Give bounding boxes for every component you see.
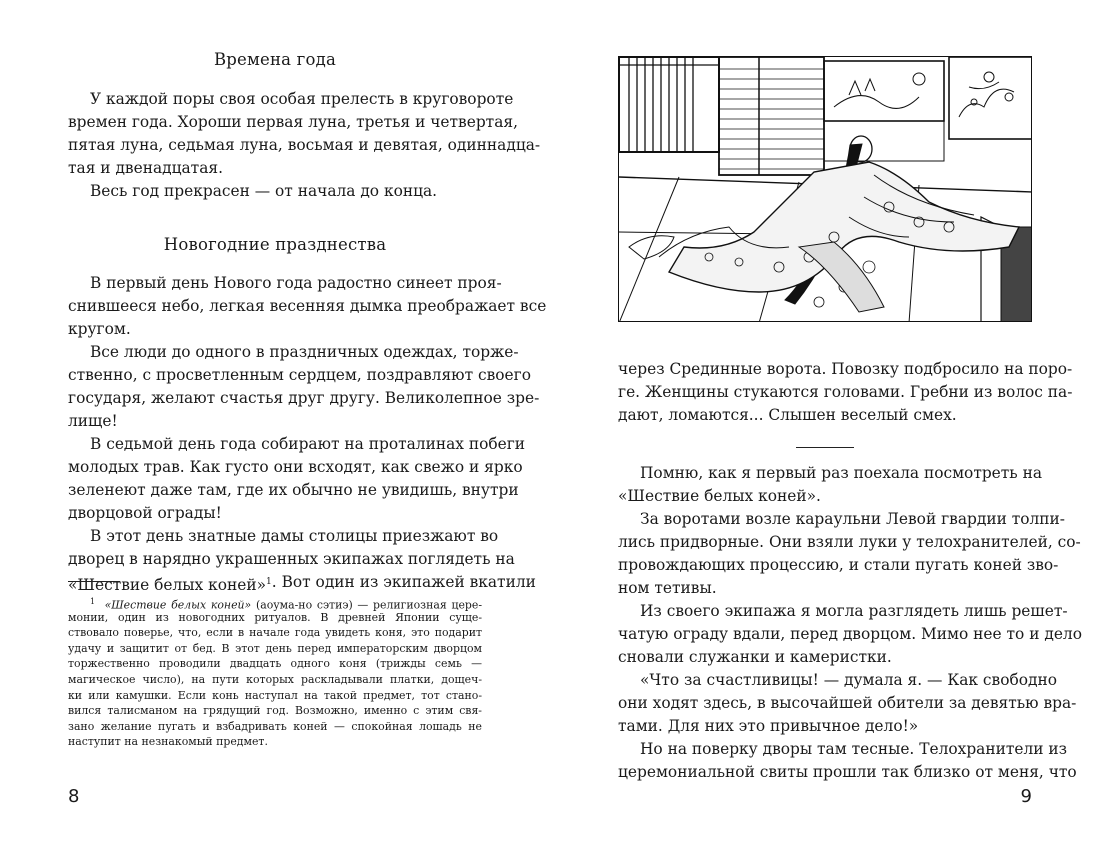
footnote-line: наступит на незнакомый предмет. <box>68 735 268 749</box>
continued-paragraph <box>618 358 1073 427</box>
footnote-line: зано желание пугать и взбадривать коней — спокойная лошадь не <box>68 719 482 733</box>
text-line-part: «Шествие белых коней» <box>68 576 267 595</box>
footnote-line: удачу и защитит от бед. В этот день перед императорским дворцом <box>68 641 482 655</box>
new-year-paragraphs <box>68 272 547 595</box>
page-number-left: 8 <box>68 786 80 807</box>
text-line: Все люди до одного в праздничных одеждах, торже- <box>90 343 519 361</box>
text-line: Но на поверку дворы там тесные. Телохранители из <box>640 740 1068 758</box>
body-paragraphs <box>618 462 1082 784</box>
text-line: В седьмой день года собирают на проталинах побеги <box>90 435 526 453</box>
page-number-right: 9 <box>1020 786 1032 807</box>
text-line: времен года. Хороши первая луна, третья и четвертая, <box>68 113 518 131</box>
right-page <box>550 0 1100 861</box>
text-line: лище! <box>68 412 118 430</box>
text-line-with-footnote <box>68 571 536 595</box>
text-line: «Шествие белых коней». <box>618 487 821 505</box>
footnote-divider <box>68 581 120 582</box>
seasons-paragraphs <box>68 88 541 203</box>
section-divider <box>796 447 854 448</box>
text-line: церемониальной свиты прошли так близко от меня, что <box>618 763 1077 781</box>
text-line: дворцовой ограды! <box>68 504 222 522</box>
text-line: В первый день Нового года радостно синеет проя- <box>90 274 502 292</box>
footnote-ref[interactable]: 1 <box>266 577 272 587</box>
text-line: молодых трав. Как густо они всходят, как свежо и ярко <box>68 458 523 476</box>
illustration-drawing <box>619 57 1032 322</box>
text-line: Помню, как я первый раз поехала посмотреть на <box>640 464 1043 482</box>
footnote-line: монии, один из новогодних ритуалов. В древней Японии суще- <box>68 610 482 624</box>
footnote-line: вился талисманом на грядущий год. Возможно, именно с этим свя- <box>68 704 482 718</box>
footnote-number: 1 <box>90 597 96 606</box>
text-line: Весь год прекрасен — от начала до конца. <box>90 182 438 200</box>
footnote-term: «Шествие белых коней» <box>104 598 252 612</box>
footnote-line: ствовало поверье, что, если в начале года увидеть коня, это подарит <box>68 626 482 640</box>
footnote-line <box>68 594 482 610</box>
text-line: Из своего экипажа я могла разглядеть лишь решет- <box>640 602 1068 620</box>
text-line: тами. Для них это привычное дело!» <box>618 717 919 735</box>
text-line: провождающих процессию, и стали пугать коней зво- <box>618 556 1059 574</box>
heading-new-year: Новогодние празднества <box>163 235 387 254</box>
text-line: дают, ломаются... Слышен веселый смех. <box>618 406 957 424</box>
text-line: ге. Женщины стукаются головами. Гребни из волос па- <box>618 383 1073 401</box>
text-line: кругом. <box>68 320 131 338</box>
text-line: снившееся небо, легкая весенняя дымка преображает все <box>68 297 547 315</box>
footnote-line: торжественно проводили двадцать одного коня (трижды семь — <box>68 657 482 671</box>
text-line: через Срединные ворота. Повозку подбросило на поро- <box>618 360 1073 378</box>
text-line: тая и двенадцатая. <box>68 159 223 177</box>
text-line: лись придворные. Они взяли луки у телохранителей, со- <box>618 533 1081 551</box>
text-line: чатую ограду вдали, перед дворцом. Мимо нее то и дело <box>618 625 1082 643</box>
text-line: пятая луна, седьмая луна, восьмая и девятая, одиннадца- <box>68 136 541 154</box>
text-line: У каждой поры своя особая прелесть в круговороте <box>90 90 514 108</box>
text-line: зеленеют даже там, где их обычно не увидишь, внутри <box>68 481 519 499</box>
text-line: государя, желают счастья друг другу. Великолепное зре- <box>68 389 540 407</box>
heading-seasons: Времена года <box>213 50 337 69</box>
text-line: ственно, с просветленным сердцем, поздравляют своего <box>68 366 531 384</box>
footnote <box>68 594 482 750</box>
text-line: сновали служанки и камеристки. <box>618 648 892 666</box>
text-line: дворец в нарядно украшенных экипажах поглядеть на <box>68 550 515 568</box>
footnote-line: ки или камушки. Если конь наступал на такой предмет, тот стано- <box>68 688 482 702</box>
text-line: они ходят здесь, в высочайшей обители за девятью вра- <box>618 694 1077 712</box>
text-line: ном тетивы. <box>618 579 717 597</box>
footnote-text: (аоума-но сэтиэ) — религиозная цере- <box>251 598 483 612</box>
heian-court-lady-illustration <box>618 56 1032 322</box>
text-line-part: . Вот один из экипажей вкатили <box>271 573 536 591</box>
footnote-line: магическое число), на пути которых раскладывали платки, дощеч- <box>68 672 482 686</box>
text-line: За воротами возле караульни Левой гвардии толпи- <box>640 510 1066 528</box>
text-line: «Что за счастливицы! — думала я. — Как свободно <box>640 671 1057 689</box>
text-line: В этот день знатные дамы столицы приезжают во <box>90 527 499 545</box>
